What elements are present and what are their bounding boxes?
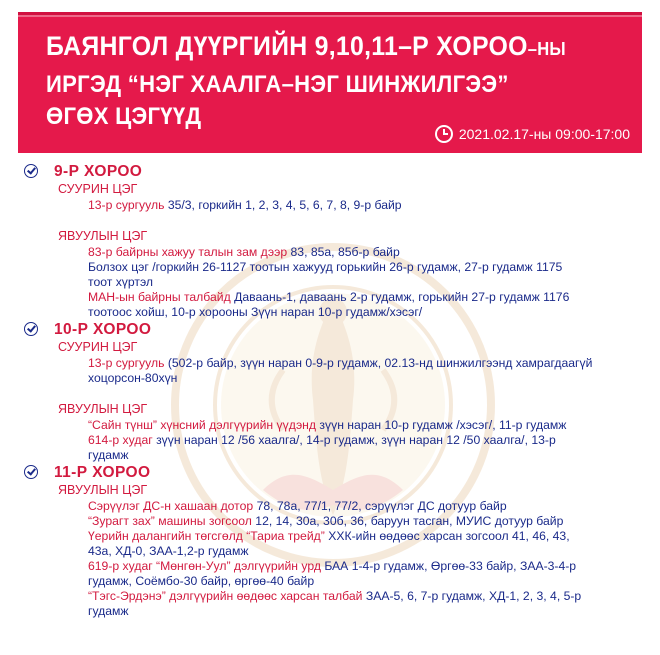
location-line-cont: 43а, ХД-0, ЗАА-1,2-р гудамж <box>88 544 249 558</box>
location-line-cont: тоотоос хойш, 10-р хорооны Зүүн наран 10-р гудамж/хэсэг/ <box>88 305 423 319</box>
location-details: 35/3, горкийн 1, 2, 3, 4, 5, 6, 7, 8, 9-р байр <box>164 198 402 212</box>
title-line-1 <box>46 31 566 62</box>
location-line: Болзох цэг /горкийн 26-1127 тоотын хажууд горькийн 26-р гудамж, 27-р гудамж 1175 <box>88 260 563 274</box>
location-name: Үерийн далангийн төгсгөлд “Тариа трейд” <box>88 529 325 543</box>
location-line <box>24 356 644 371</box>
location-name: “Сайн түнш” хүнсний дэлгүүрийн үүдэнд <box>88 418 317 432</box>
location-line <box>24 433 644 448</box>
location-name: 83-р байрны хажуу талын зам дээр <box>88 245 288 259</box>
title-line-3: ӨГӨХ ЦЭГҮҮД <box>46 103 202 130</box>
location-line <box>24 589 644 604</box>
location-details: (502-р байр, зүүн наран 0-9-р гудамж, 02.13-нд шинжилгээнд хамрагдаагүй <box>164 356 593 370</box>
section-khoroo-10 <box>24 320 644 463</box>
location-name: “Тэгс-Эрдэнэ” дэлгүүрийн өөдөөс харсан талбай <box>88 589 363 603</box>
title-line-2: ИРГЭД “НЭГ ХААЛГА–НЭГ ШИНЖИЛГЭЭ” <box>46 71 509 98</box>
location-line <box>24 290 644 305</box>
location-details: 12, 14, 30а, 30б, 36, баруун тасган, МУИС дотуур байр <box>251 514 564 528</box>
section-heading: 11-Р ХОРОО <box>54 464 151 481</box>
location-line <box>24 418 644 433</box>
section-heading: 10-Р ХОРОО <box>54 321 152 338</box>
location-line-cont: тоот хүртэл <box>88 275 154 289</box>
location-name: Сэрүүлэг ДС-н хашаан дотор <box>88 499 254 513</box>
location-details: зүүн наран 12 /56 хаалга/, 14-р гудамж, зүүн наран 12 /50 хаалга/, 13-р <box>152 433 556 447</box>
mobile-point-label: ЯВУУЛЫН ЦЭГ <box>58 483 148 497</box>
location-details: 78, 78а, 77/1, 77/2, сэрүүлэг ДС дотуур байр <box>253 499 507 513</box>
datetime-text: 2021.02.17-ны 09:00-17:00 <box>458 126 630 142</box>
content <box>24 162 644 619</box>
check-circle-icon <box>24 465 38 479</box>
location-details: БАА 1-4-р гудамж, Өргөө-33 байр, ЗАА-3-4-р <box>320 559 577 573</box>
section-heading: 9-Р ХОРОО <box>54 163 143 180</box>
location-name: 13-р сургууль <box>88 198 165 212</box>
location-line-cont: хоцорсон-80хүн <box>88 371 178 385</box>
location-line <box>24 198 644 213</box>
location-line-cont: гудамж <box>88 604 129 618</box>
location-details: Даваань-1, даваань 2-р гудамж, горькийн 27-р гудамж 1176 <box>230 290 570 304</box>
check-circle-icon <box>24 322 38 336</box>
fixed-point-label: СУУРИН ЦЭГ <box>58 340 138 354</box>
location-details: 83, 85а, 85б-р байр <box>287 245 400 259</box>
location-details: зүүн наран 10-р гудамж /хэсэг/, 11-р гудамж <box>316 418 567 432</box>
location-name: МАН-ын байрны талбайд <box>88 290 231 304</box>
location-name: 619-р худаг “Мөнгөн-Уул” дэлгүүрийн урд <box>88 559 321 573</box>
title-line-1-main: БАЯНГОЛ ДҮҮРГИЙН 9,10,11–Р ХОРОО <box>46 31 528 61</box>
location-line <box>24 529 644 544</box>
location-details: ЗАА-5, 6, 7-р гудамж, ХД-1, 2, 3, 4, 5-р <box>362 589 582 603</box>
section-khoroo-11 <box>24 463 644 619</box>
location-line <box>24 245 644 260</box>
location-line <box>24 559 644 574</box>
location-line <box>24 514 644 529</box>
section-khoroo-9 <box>24 162 644 320</box>
location-line-cont: гудамж, Соёмбо-30 байр, өргөө-40 байр <box>88 574 315 588</box>
fixed-point-label: СУУРИН ЦЭГ <box>58 182 138 196</box>
header-banner <box>18 12 642 153</box>
mobile-point-label: ЯВУУЛЫН ЦЭГ <box>58 402 148 416</box>
location-name: 614-р худаг <box>88 433 153 447</box>
check-circle-icon <box>24 164 38 178</box>
mobile-point-label: ЯВУУЛЫН ЦЭГ <box>58 229 148 243</box>
location-details: ХХК-ийн өөдөөс харсан зогсоол 41, 46, 43, <box>324 529 570 543</box>
location-name: 13-р сургууль <box>88 356 165 370</box>
title-line-1-suffix: –НЫ <box>527 39 566 59</box>
location-line <box>24 499 644 514</box>
location-line-cont: гудамж <box>88 448 129 462</box>
location-name: “Зурагт зах” машины зогсоол <box>88 514 252 528</box>
schedule-datetime <box>435 125 630 143</box>
clock-icon <box>435 125 453 143</box>
